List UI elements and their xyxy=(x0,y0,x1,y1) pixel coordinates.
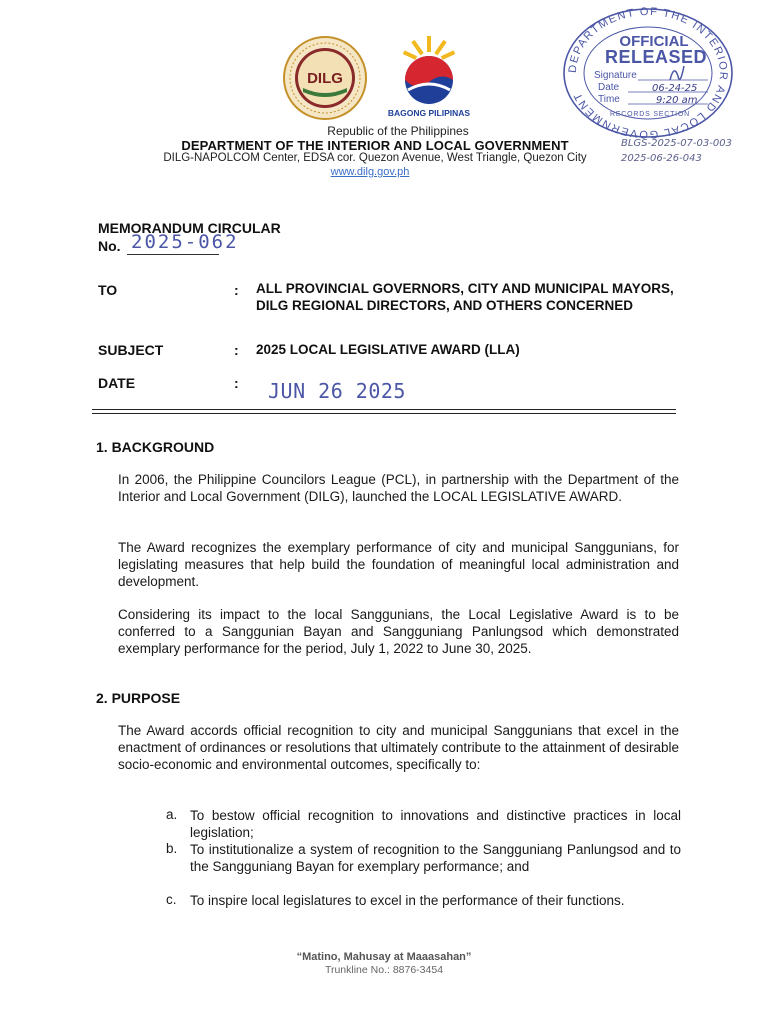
separator-rule-bottom xyxy=(92,413,676,414)
memo-number: 2025-062 xyxy=(131,231,239,253)
official-released-stamp xyxy=(558,6,738,140)
background-paragraph-2: The Award recognizes the exemplary performance of city and municipal Sanggunians, for legislating measures that help build the foundation of meaningful local administration and development. xyxy=(118,540,679,589)
republic-line: Republic of the Philippines xyxy=(327,124,469,138)
memo-number-underline xyxy=(127,254,219,255)
to-value: ALL PROVINCIAL GOVERNORS, CITY AND MUNICIPAL MAYORS, DILG REGIONAL DIRECTORS, AND OTHERS CONCERNED xyxy=(256,281,674,313)
date-stamp: JUN 26 2025 xyxy=(268,379,406,403)
purpose-item-c-letter: c. xyxy=(166,892,177,907)
dilg-seal-logo xyxy=(283,36,367,120)
purpose-item-b-letter: b. xyxy=(166,841,178,856)
purpose-item-c-text: To inspire local legislatures to excel in the performance of their functions. xyxy=(190,893,625,908)
memo-number-label: No. xyxy=(98,238,121,254)
section-purpose-heading: 2. PURPOSE xyxy=(96,690,181,706)
stamp-records-section: RECORDS SECTION xyxy=(609,111,691,118)
bagong-pilipinas-logo xyxy=(386,34,472,120)
stamp-time-value: 9:20 am xyxy=(656,95,698,106)
subject-value: 2025 LOCAL LEGISLATIVE AWARD (LLA) xyxy=(256,342,520,357)
stamp-date-value: 06-24-25 xyxy=(652,83,698,94)
to-label: TO xyxy=(98,282,118,298)
purpose-item-b-text: To institutionalize a system of recognition to the Sangguniang Panlungsod and to the Sangguniang Bayan for exemplary performance; and xyxy=(190,842,681,874)
svg-text:DEPARTMENT OF THE INTERIOR AND xyxy=(567,6,729,140)
stamp-time-label: Time xyxy=(598,94,620,105)
background-paragraph-3: Considering its impact to the local Sanggunians, the Local Legislative Award is to be conferred to a Sanggunian Bayan and Sangguniang Panlungsod which demonstrated exemplary performance for the period, July 1, 2022 to June 30, 2025. xyxy=(118,607,679,656)
date-colon: : xyxy=(234,375,239,391)
subject-colon: : xyxy=(234,342,239,358)
stamp-signature-scribble xyxy=(670,66,684,80)
stamp-released: RELEASED xyxy=(604,47,708,67)
purpose-intro: The Award accords official recognition to city and municipal Sanggunians that excel in the enactment of ordinances or resolutions that ultimately contribute to the attainment of desirable socio-economic and environmental outcomes, specifically to: xyxy=(118,723,679,772)
subject-label: SUBJECT xyxy=(98,342,164,358)
stamp-signature-label: Signature xyxy=(594,70,637,81)
department-name: DEPARTMENT OF THE INTERIOR AND LOCAL GOVERNMENT xyxy=(181,138,569,153)
bagong-pilipinas-text: BAGONG PILIPINAS xyxy=(387,108,471,118)
stamp-official: OFFICIAL xyxy=(619,33,689,50)
to-colon: : xyxy=(234,282,239,298)
footer-motto: “Matino, Mahusay at Maaasahan” xyxy=(296,951,472,963)
handwritten-reference-2: 2025-06-26-043 xyxy=(621,153,702,164)
footer-trunkline: Trunkline No.: 8876-3454 xyxy=(324,964,444,976)
background-paragraph-1: In 2006, the Philippine Councilors League (PCL), in partnership with the Department of the Interior and Local Government (DILG), launched the LOCAL LEGISLATIVE AWARD. xyxy=(118,472,679,504)
department-address: DILG-NAPOLCOM Center, EDSA cor. Quezon Avenue, West Triangle, Quezon City xyxy=(163,152,587,164)
stamp-date-label: Date xyxy=(598,82,620,93)
dilg-logo-text: DILG xyxy=(307,70,343,87)
purpose-item-a-letter: a. xyxy=(166,807,178,822)
date-label: DATE xyxy=(98,375,136,391)
section-background-heading: 1. BACKGROUND xyxy=(96,439,215,455)
handwritten-reference-1: BLGS-2025-07-03-003 xyxy=(621,138,732,149)
separator-rule-top xyxy=(92,409,676,410)
purpose-item-a-text: To bestow official recognition to innovations and distinctive practices in local legislation; xyxy=(190,808,681,840)
stamp-ring-text: DEPARTMENT OF THE INTERIOR AND LOCAL GOVERNMENT xyxy=(566,6,730,140)
website-link[interactable]: www.dilg.gov.ph xyxy=(330,166,410,178)
memo-title: MEMORANDUM CIRCULAR xyxy=(98,220,281,236)
